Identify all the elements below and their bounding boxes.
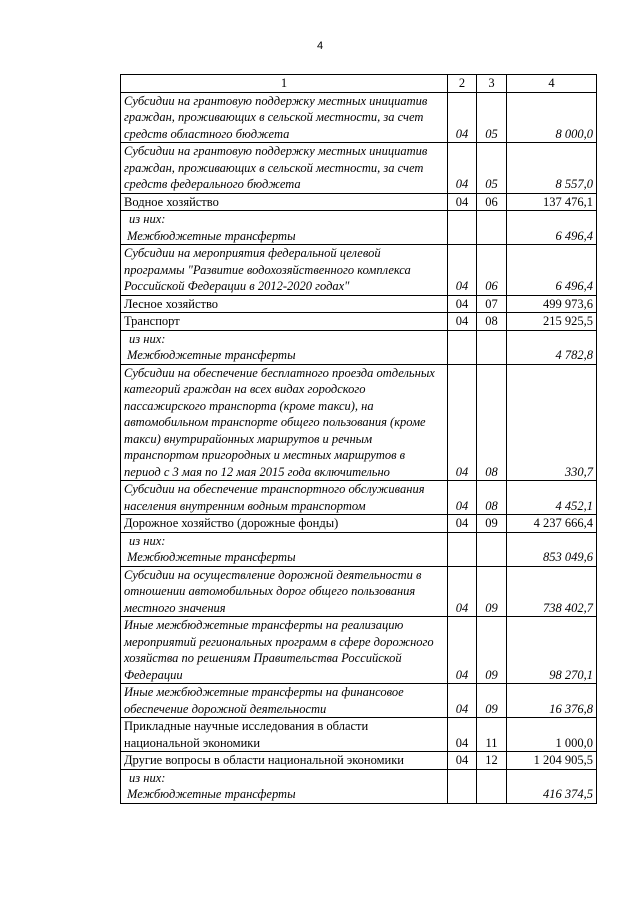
row-amount: 8 557,0 — [507, 143, 597, 194]
row-subsection: 05 — [477, 92, 507, 143]
row-section: 04 — [448, 295, 477, 313]
table-row — [121, 245, 597, 296]
row-amount: 1 000,0 — [507, 718, 597, 752]
row-amount: 4 452,1 — [507, 481, 597, 515]
row-subsection: 08 — [477, 313, 507, 331]
row-subsection: 09 — [477, 566, 507, 617]
row-name — [121, 245, 448, 296]
row-label: Прикладные научные исследования в области национальной экономики — [124, 719, 369, 750]
row-name — [121, 566, 448, 617]
table-row — [121, 364, 597, 481]
row-label: Иные межбюджетные трансферты на реализацию мероприятий региональных программ в сфере дорожного хозяйства по решениям Правительства Российской Федерации — [124, 618, 434, 682]
row-name — [121, 211, 448, 245]
row-label: Субсидии на осуществление дорожной деятельности в отношении автомобильных дорог общего пользования местного значения — [124, 567, 422, 615]
row-label: Водное хозяйство — [124, 194, 219, 209]
row-subsection — [477, 532, 507, 566]
row-label: Субсидии на обеспечение транспортного обслуживания населения внутренним водным транспортом — [124, 482, 425, 513]
row-amount: 499 973,6 — [507, 295, 597, 313]
row-section — [448, 330, 477, 364]
row-label: Иные межбюджетные трансферты на финансовое обеспечение дорожной деятельности — [124, 685, 404, 716]
table-row — [121, 718, 597, 752]
row-amount: 4 782,8 — [507, 330, 597, 364]
row-section: 04 — [448, 684, 477, 718]
row-subsection: 09 — [477, 515, 507, 533]
row-name — [121, 481, 448, 515]
table-row — [121, 532, 597, 566]
row-amount: 6 496,4 — [507, 211, 597, 245]
header-col-2: 2 — [448, 75, 477, 93]
row-name — [121, 684, 448, 718]
row-label: Субсидии на грантовую поддержку местных инициатив граждан, проживающих в сельской местности, за счет средств областного бюджета — [124, 93, 428, 141]
row-subsection: 11 — [477, 718, 507, 752]
row-name — [121, 515, 448, 533]
table-row — [121, 617, 597, 684]
table-row — [121, 515, 597, 533]
row-label: Субсидии на грантовую поддержку местных инициатив граждан, проживающих в сельской местности, за счет средств федерального бюджета — [124, 144, 428, 191]
budget-table — [120, 74, 597, 804]
row-section: 04 — [448, 566, 477, 617]
row-section — [448, 532, 477, 566]
row-prefix: из них: — [129, 533, 166, 548]
header-col-3: 3 — [477, 75, 507, 93]
row-section — [448, 211, 477, 245]
row-section: 04 — [448, 313, 477, 331]
row-subsection: 12 — [477, 752, 507, 770]
header-col-4: 4 — [507, 75, 597, 93]
row-subsection — [477, 211, 507, 245]
row-name — [121, 718, 448, 752]
row-label: Другие вопросы в области национальной экономики — [124, 753, 404, 767]
row-subsection: 06 — [477, 245, 507, 296]
row-label: Субсидии на обеспечение бесплатного проезда отдельных категорий граждан на всех видах городского пассажирского транспорта (кроме такси), на автомобильном транспорте общего пользования (кроме такси) внутрирайонных маршрутов и речным транспортом пригородных и местных маршрутов в период с 3 мая по 12 мая 2015 года включительно — [124, 365, 435, 479]
row-subsection: 08 — [477, 481, 507, 515]
row-label: Межбюджетные трансферты — [127, 348, 296, 362]
table-row — [121, 481, 597, 515]
row-name — [121, 617, 448, 684]
row-name — [121, 313, 448, 331]
row-section — [448, 769, 477, 803]
row-amount: 738 402,7 — [507, 566, 597, 617]
row-name — [121, 769, 448, 803]
row-name — [121, 752, 448, 770]
row-name — [121, 295, 448, 313]
row-section: 04 — [448, 245, 477, 296]
row-subsection: 05 — [477, 143, 507, 194]
row-section: 04 — [448, 92, 477, 143]
row-amount: 98 270,1 — [507, 617, 597, 684]
table-row — [121, 330, 597, 364]
table-row — [121, 211, 597, 245]
row-section: 04 — [448, 193, 477, 211]
row-label: Транспорт — [124, 314, 180, 328]
table-row — [121, 769, 597, 803]
row-subsection: 09 — [477, 684, 507, 718]
row-amount: 330,7 — [507, 364, 597, 481]
row-section: 04 — [448, 752, 477, 770]
row-name — [121, 143, 448, 194]
table-row — [121, 193, 597, 211]
row-amount: 4 237 666,4 — [507, 515, 597, 533]
table-header-row — [121, 75, 597, 93]
row-amount: 16 376,8 — [507, 684, 597, 718]
row-amount: 137 476,1 — [507, 193, 597, 211]
row-subsection: 09 — [477, 617, 507, 684]
table-row — [121, 313, 597, 331]
row-name — [121, 92, 448, 143]
row-label: Дорожное хозяйство (дорожные фонды) — [124, 516, 339, 530]
row-label: Субсидии на мероприятия федеральной целевой программы "Развитие водохозяйственного комплекса Российской Федерации в 2012-2020 годах" — [124, 246, 411, 293]
table-row — [121, 92, 597, 143]
row-label: Межбюджетные трансферты — [127, 550, 296, 564]
page-number: 4 — [316, 40, 324, 52]
table-row — [121, 752, 597, 770]
table-row — [121, 143, 597, 194]
row-name — [121, 364, 448, 481]
row-section: 04 — [448, 143, 477, 194]
row-name — [121, 193, 448, 211]
row-prefix: из них: — [129, 331, 166, 346]
row-label: Межбюджетные трансферты — [127, 228, 296, 243]
row-section: 04 — [448, 718, 477, 752]
row-name — [121, 330, 448, 364]
row-section: 04 — [448, 481, 477, 515]
row-prefix: из них: — [129, 770, 166, 785]
row-subsection: 06 — [477, 193, 507, 211]
row-subsection — [477, 769, 507, 803]
row-subsection: 08 — [477, 364, 507, 481]
row-label: Лесное хозяйство — [124, 296, 219, 311]
row-section: 04 — [448, 617, 477, 684]
header-col-1: 1 — [121, 75, 448, 93]
row-amount: 8 000,0 — [507, 92, 597, 143]
row-label: Межбюджетные трансферты — [127, 787, 296, 801]
row-name — [121, 532, 448, 566]
row-subsection: 07 — [477, 295, 507, 313]
table-row — [121, 295, 597, 313]
row-amount: 215 925,5 — [507, 313, 597, 331]
row-amount: 416 374,5 — [507, 769, 597, 803]
row-section: 04 — [448, 364, 477, 481]
table-row — [121, 684, 597, 718]
row-prefix: из них: — [129, 212, 166, 226]
row-amount: 853 049,6 — [507, 532, 597, 566]
row-subsection — [477, 330, 507, 364]
row-amount: 6 496,4 — [507, 245, 597, 296]
table-row — [121, 566, 597, 617]
row-amount: 1 204 905,5 — [507, 752, 597, 770]
row-section: 04 — [448, 515, 477, 533]
